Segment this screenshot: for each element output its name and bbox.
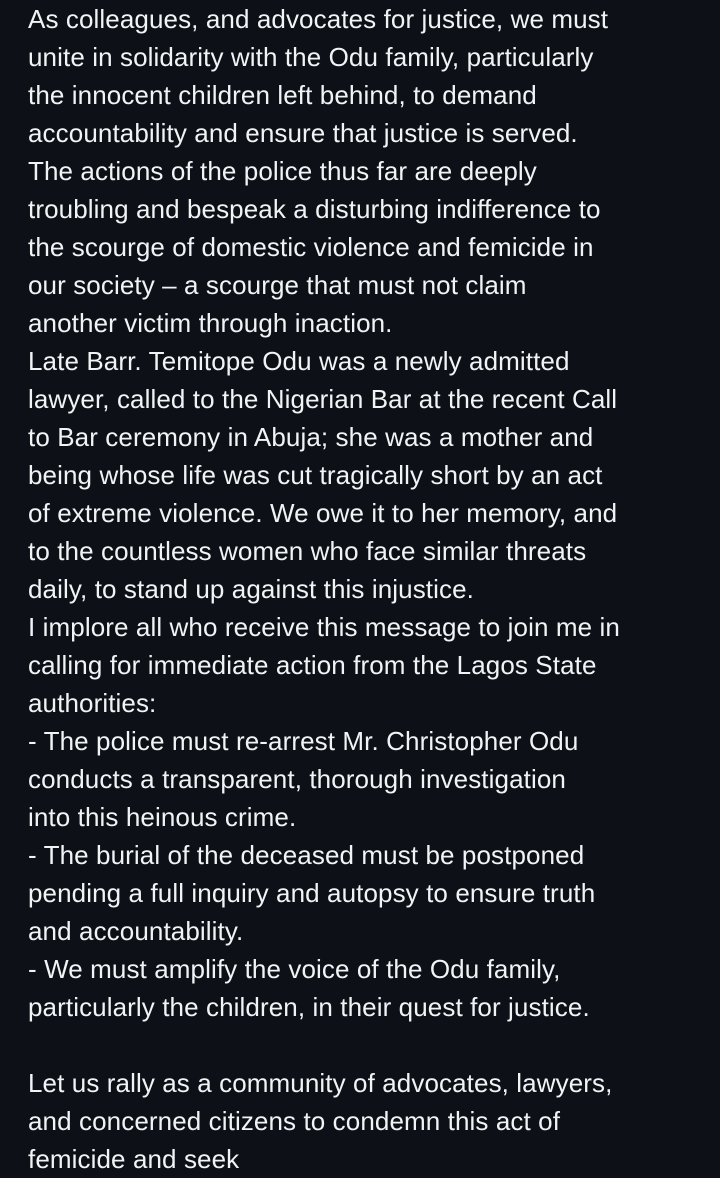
post-line: of extreme violence. We owe it to her memory, and [28,498,618,528]
post-line: and concerned citizens to condemn this act of [28,1106,561,1136]
post-line: troubling and bespeak a disturbing indifference to [28,194,601,224]
post-line: authorities: [28,688,157,718]
post-line: I implore all who receive this message to join me in [28,612,620,642]
post-line: - We must amplify the voice of the Odu family, [28,954,561,984]
post-line: the scourge of domestic violence and femicide in [28,232,594,262]
post-line: and accountability. [28,916,244,946]
post-line: The actions of the police thus far are deeply [28,156,537,186]
post-line: accountability and ensure that justice is served. [28,118,578,148]
post-line: Let us rally as a community of advocates, lawyers, [28,1068,613,1098]
post-line: being whose life was cut tragically short by an act [28,460,603,490]
post-line: As colleagues, and advocates for justice, we must [28,4,609,34]
post-line: - The burial of the deceased must be postponed [28,840,585,870]
post-line: femicide and seek [28,1144,240,1174]
paragraph-gap [28,1026,708,1064]
post-line: Late Barr. Temitope Odu was a newly admitted [28,346,570,376]
post-line: pending a full inquiry and autopsy to ensure truth [28,878,596,908]
post-line: to Bar ceremony in Abuja; she was a mother and [28,422,594,452]
post-line: the innocent children left behind, to demand [28,80,537,110]
post-line: into this heinous crime. [28,802,297,832]
post-line: lawyer, called to the Nigerian Bar at the recent Call [28,384,618,414]
post-line: calling for immediate action from the Lagos State [28,650,597,680]
post-line: to the countless women who face similar threats [28,536,587,566]
post-line: our society – a scourge that must not claim [28,270,527,300]
post-line: - The police must re-arrest Mr. Christopher Odu [28,726,579,756]
post-line: daily, to stand up against this injustice. [28,574,474,604]
post-line: conducts a transparent, thorough investigation [28,764,566,794]
post-line: unite in solidarity with the Odu family, particularly [28,42,594,72]
post-body [28,0,708,1178]
post-line: another victim through inaction. [28,308,393,338]
post-line: particularly the children, in their quest for justice. [28,992,590,1022]
